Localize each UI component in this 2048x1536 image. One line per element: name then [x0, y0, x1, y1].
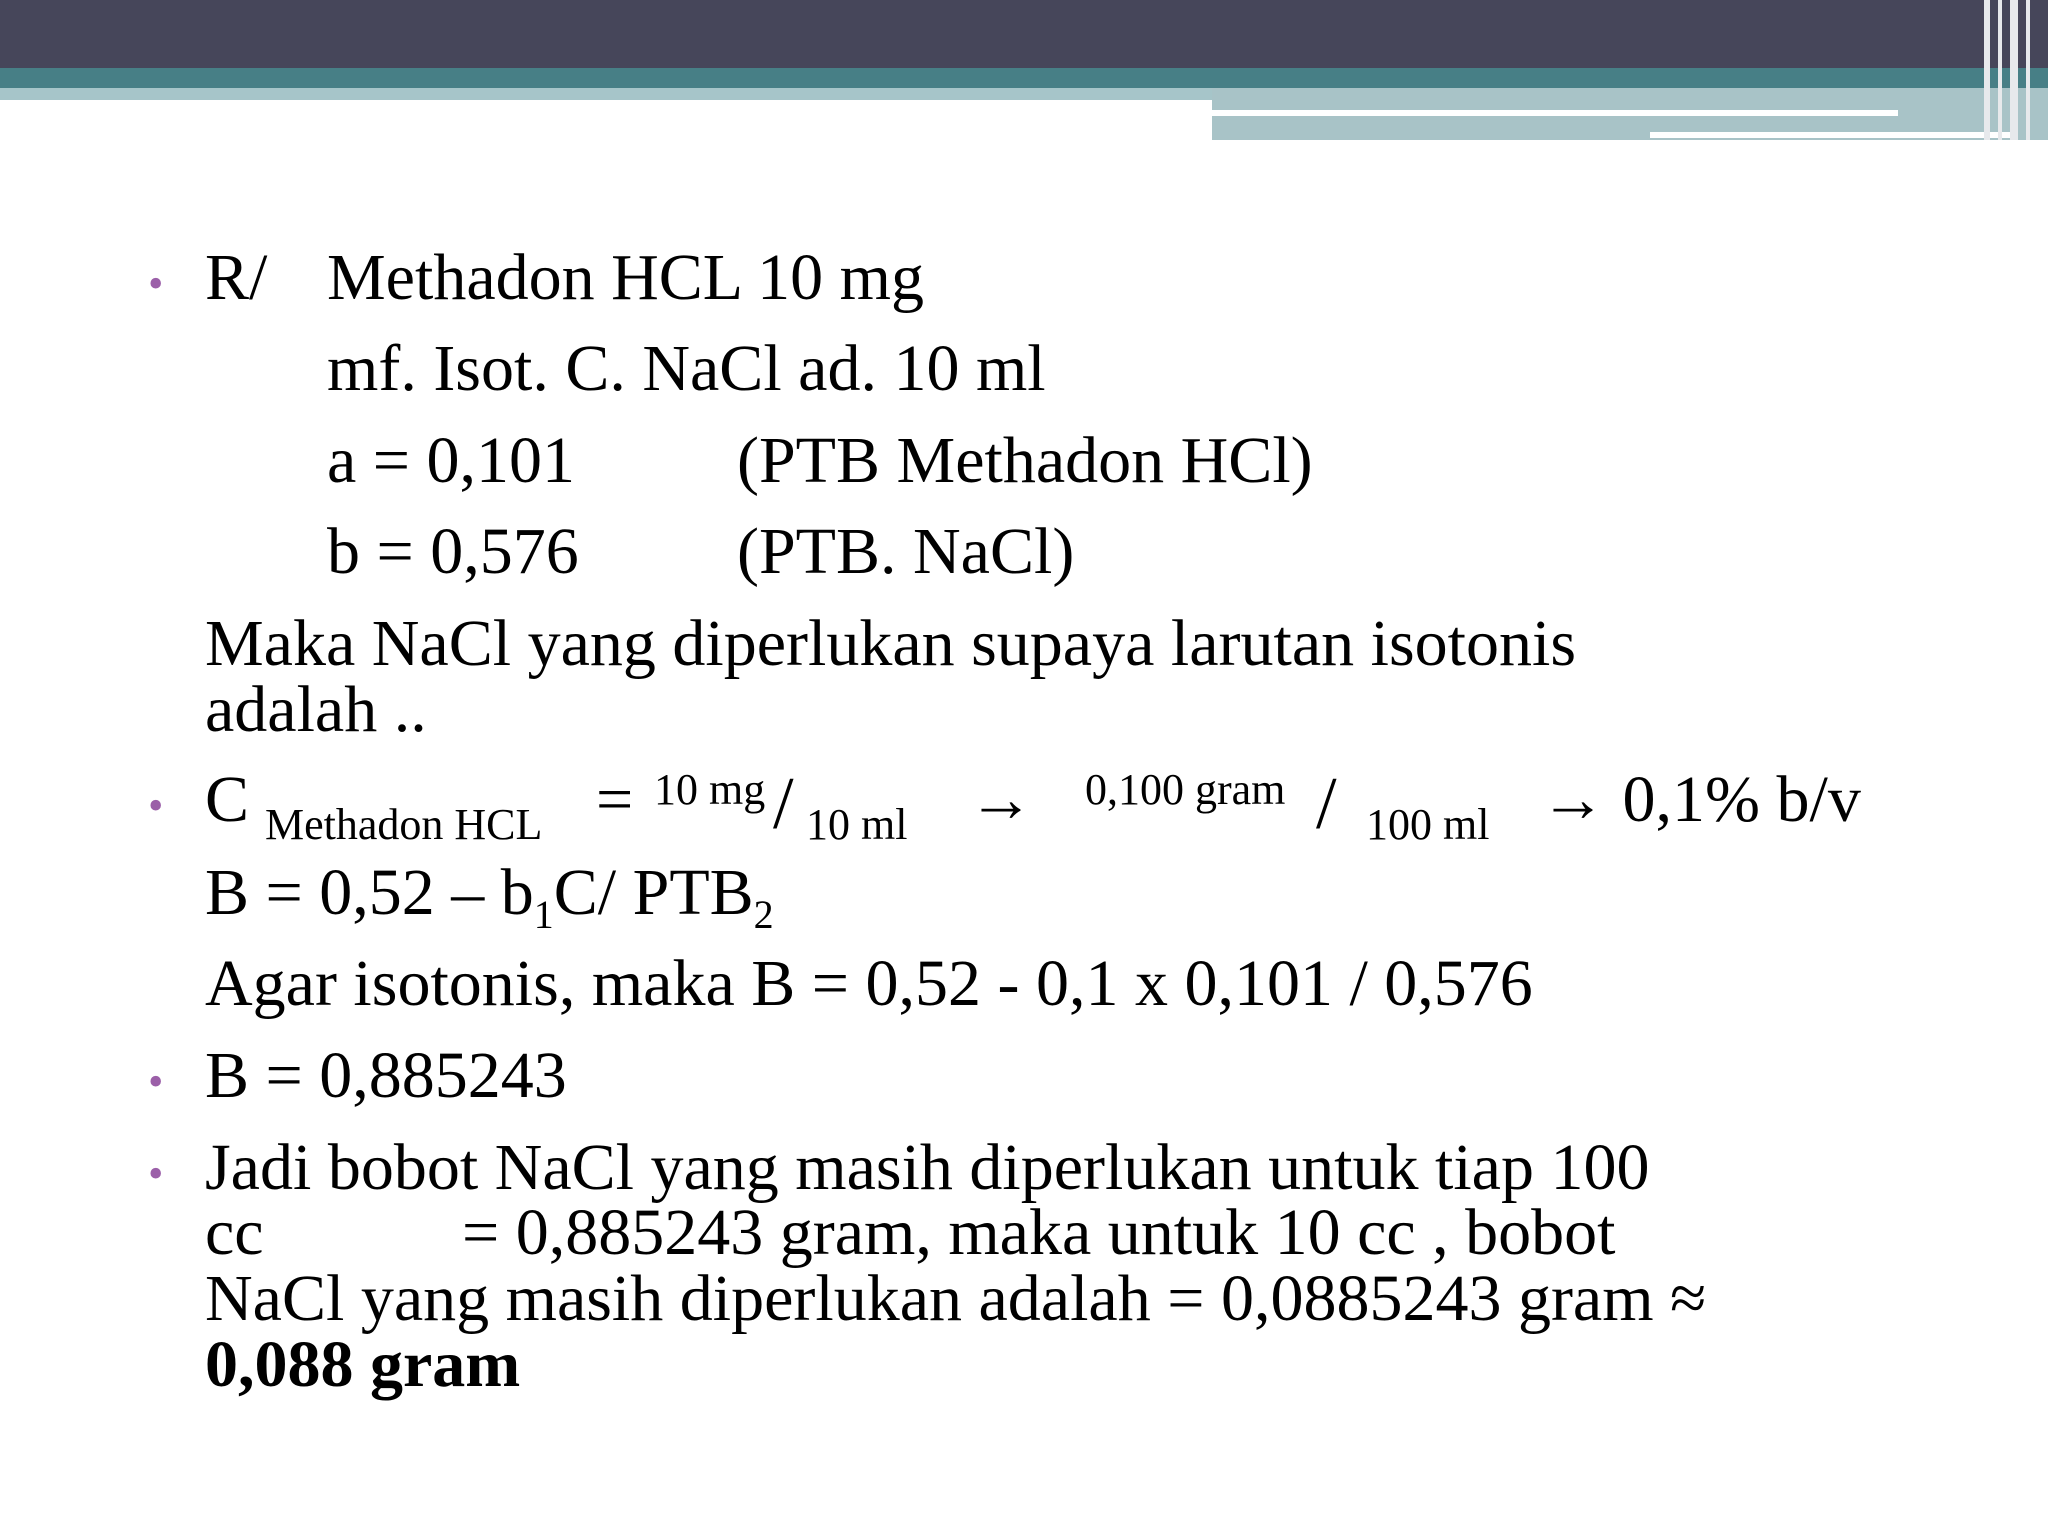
bullet-marker: • — [148, 781, 164, 830]
b-value: b = 0,576 — [327, 515, 579, 588]
b-reference: (PTB. NaCl) — [737, 515, 1075, 588]
b-result: B = 0,885243 — [205, 1039, 567, 1112]
a-value: a = 0,101 — [327, 424, 576, 497]
question-line-1: Maka NaCl yang diperlukan supaya larutan isotonis — [205, 607, 1577, 680]
a-reference: (PTB Methadon HCl) — [737, 424, 1313, 497]
prescription-label: R/ — [205, 241, 268, 314]
conclusion-line-2-cc: cc — [205, 1196, 264, 1269]
bullet-marker: • — [148, 1057, 164, 1106]
agar-isotonis-line: Agar isotonis, maka B = 0,52 - 0,1 x 0,101 / 0,576 — [205, 947, 1533, 1020]
formula-line — [205, 856, 774, 937]
concentration-c: C — [205, 763, 250, 836]
question-line-2: adalah .. — [205, 673, 427, 746]
formula-subscript-1: 1 — [533, 892, 554, 937]
conclusion-final-answer: 0,088 gram — [205, 1328, 521, 1401]
formula-part-a: B = 0,52 – b — [205, 856, 534, 929]
prescription-drug: Methadon HCL 10 mg — [327, 241, 924, 314]
concentration-equals: = — [596, 763, 634, 836]
concentration-arrow-1: → — [968, 763, 1034, 836]
concentration-result: → 0,1% b/v — [1540, 763, 1861, 836]
formula-part-b: C/ PTB — [553, 856, 754, 929]
formula-subscript-2: 2 — [753, 892, 774, 937]
conclusion-line-3: NaCl yang masih diperlukan adalah = 0,0885243 gram ≈ — [205, 1262, 1707, 1335]
conclusion-line-1: Jadi bobot NaCl yang masih diperlukan untuk tiap 100 — [205, 1131, 1650, 1204]
concentration-denominator-1: 10 ml — [806, 800, 908, 849]
concentration-slash-1: / — [773, 763, 794, 845]
concentration-subscript: Methadon HCL — [265, 800, 543, 849]
conclusion-line-2: = 0,885243 gram, maka untuk 10 cc , bobot — [462, 1196, 1616, 1269]
concentration-numerator-1: 10 mg — [654, 765, 766, 814]
bullet-marker: • — [148, 1149, 164, 1198]
bullet-marker: • — [148, 259, 164, 308]
concentration-slash-2: / — [1316, 763, 1337, 845]
prescription-mf: mf. Isot. C. NaCl ad. 10 ml — [327, 332, 1046, 405]
concentration-denominator-2: 100 ml — [1366, 800, 1490, 849]
concentration-numerator-2: 0,100 gram — [1085, 765, 1286, 814]
